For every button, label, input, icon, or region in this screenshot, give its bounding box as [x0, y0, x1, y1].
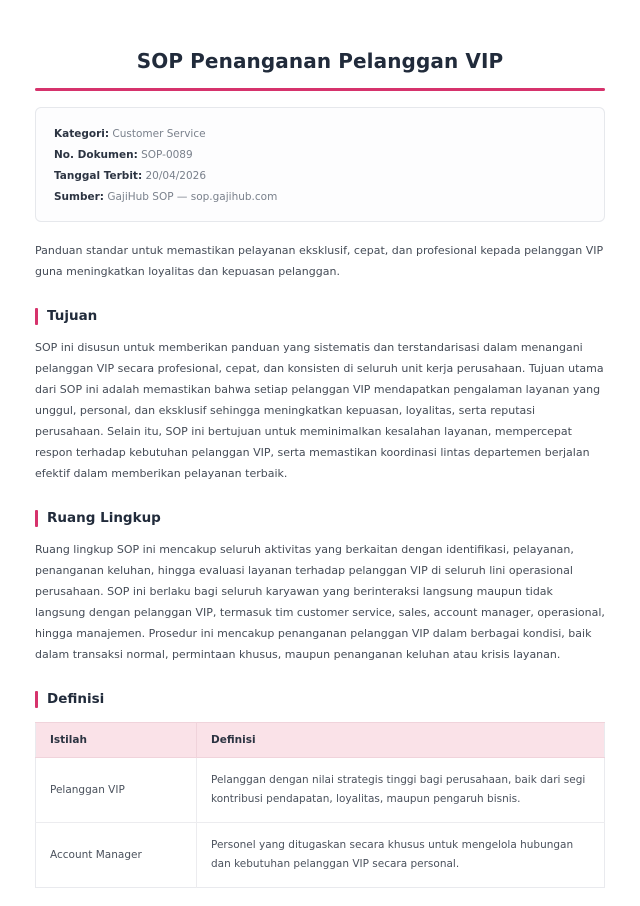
- table-cell-term: Pelanggan VIP: [36, 758, 197, 823]
- page-title: SOP Penanganan Pelanggan VIP: [136, 49, 504, 73]
- section-heading-definisi: [35, 691, 605, 708]
- section-body-tujuan: SOP ini disusun untuk memberikan panduan yang sistematis dan terstandarisasi dalam menangani pelanggan VIP secara profesional, cepat, dan konsisten di seluruh unit kerja perusahaan. Tujuan utama dari SOP ini adalah memastikan bahwa setiap pelanggan VIP mendapatkan pengalaman layanan yang unggul, personal, dan eksklusif sehingga meningkatkan kepuasan, loyalitas, serta reputasi perusahaan. Selain itu, SOP ini bertujuan untuk meminimalkan kesalahan layanan, mempercepat respon terhadap kebutuhan pelanggan VIP, serta memastikan koordinasi lintas departemen berjalan efektif dalam memberikan pelayanan terbaik.: [35, 341, 604, 480]
- section-title-tujuan: Tujuan: [47, 308, 98, 324]
- meta-label-tanggal: Tanggal Terbit:: [54, 170, 143, 182]
- section-accent-bar: [35, 510, 38, 527]
- table-cell-definition: Pelanggan dengan nilai strategis tinggi bagi perusahaan, baik dari segi kontribusi pendapatan, loyalitas, maupun pengaruh bisnis.: [197, 758, 605, 823]
- section-body-ruang-lingkup: Ruang lingkup SOP ini mencakup seluruh aktivitas yang berkaitan dengan identifikasi, pelayanan, penanganan keluhan, hingga evaluasi layanan terhadap pelanggan VIP di seluruh lini operasional perusahaan. SOP ini berlaku bagi seluruh karyawan yang berinteraksi langsung maupun tidak langsung dengan pelanggan VIP, termasuk tim customer service, sales, account manager, operasional, hingga manajemen. Prosedur ini mencakup penanganan pelanggan VIP dalam berbagai kondisi, baik dalam transaksi normal, permintaan khusus, maupun penanganan keluhan atau krisis layanan.: [35, 543, 605, 661]
- section-title-ruang-lingkup: Ruang Lingkup: [47, 510, 161, 526]
- table-cell-term: Account Manager: [36, 823, 197, 888]
- table-header-istilah: Istilah: [36, 723, 197, 758]
- meta-row-kategori: [54, 124, 586, 144]
- section-accent-bar: [35, 308, 38, 325]
- meta-row-dokumen: [54, 145, 586, 165]
- meta-row-sumber: [54, 187, 586, 207]
- meta-label-sumber: Sumber:: [54, 191, 104, 203]
- table-header-definisi: Definisi: [197, 723, 605, 758]
- table-cell-definition: Personel yang ditugaskan secara khusus untuk mengelola hubungan dan kebutuhan pelanggan VIP secara personal.: [197, 823, 605, 888]
- meta-value-tanggal: 20/04/2026: [145, 170, 207, 182]
- meta-value-sumber: GajiHub SOP — sop.gajihub.com: [107, 191, 278, 203]
- meta-row-tanggal: [54, 166, 586, 186]
- meta-label-kategori: Kategori:: [54, 128, 110, 140]
- meta-value-kategori: Customer Service: [112, 128, 206, 140]
- meta-value-dokumen: SOP-0089: [141, 149, 193, 161]
- meta-label-dokumen: No. Dokumen:: [54, 149, 138, 161]
- intro-paragraph: Panduan standar untuk memastikan pelayanan eksklusif, cepat, dan profesional kepada pelanggan VIP guna meningkatkan loyalitas dan kepuasan pelanggan.: [35, 244, 604, 278]
- table-row: [36, 823, 605, 888]
- table-header-row: [36, 723, 605, 758]
- section-accent-bar: [35, 691, 38, 708]
- definisi-table: [35, 722, 605, 888]
- section-heading-ruang-lingkup: [35, 510, 605, 527]
- section-title-definisi: Definisi: [47, 691, 105, 707]
- table-row: [36, 758, 605, 823]
- title-divider: [35, 88, 605, 91]
- document-meta-box: [35, 107, 605, 222]
- section-heading-tujuan: [35, 308, 605, 325]
